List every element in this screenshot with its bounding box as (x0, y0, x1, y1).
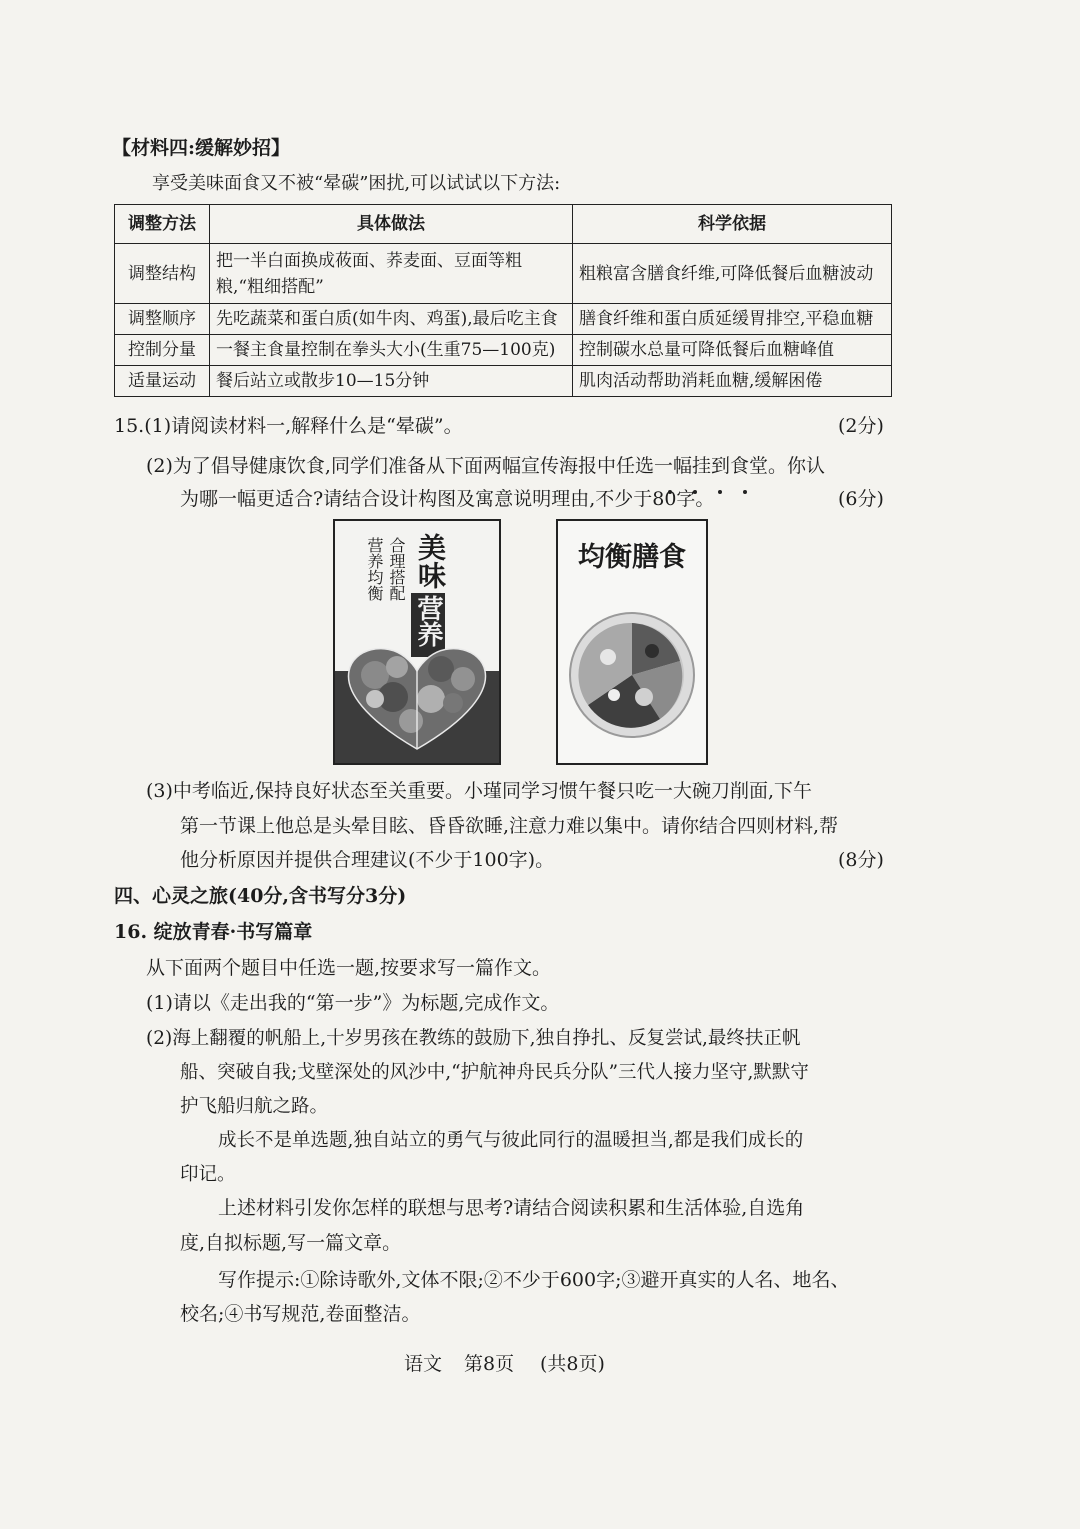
table-cell: 餐后站立或散步10—15分钟 (210, 366, 573, 397)
table-cell: 膳食纤维和蛋白质延缓胃排空,平稳血糖 (573, 304, 892, 335)
poster-left-sub-b: 营养均衡 (365, 537, 384, 601)
q16-para2-line2: 度,自拟标题,写一篇文章。 (180, 1232, 402, 1254)
q16-tips-line2: 校名;④书写规范,卷面整洁。 (180, 1303, 421, 1325)
table-cell: 粗粮富含膳食纤维,可降低餐后血糖波动 (573, 244, 892, 304)
q16-title: 16. 绽放青春·书写篇章 (114, 921, 313, 943)
table-cell: 先吃蔬菜和蛋白质(如牛肉、鸡蛋),最后吃主食 (210, 304, 573, 335)
q16-para1-line1: 成长不是单选题,独自站立的勇气与彼此同行的温暖担当,都是我们成长的 (218, 1130, 804, 1151)
q16-para1-line2: 印记。 (180, 1164, 236, 1185)
table-cell: 适量运动 (115, 366, 210, 397)
table-cell: 控制分量 (115, 335, 210, 366)
poster-left-title-b: 营养 (413, 595, 443, 647)
q15-part1: 15.(1)请阅读材料一,解释什么是“晕碳”。 (114, 415, 463, 437)
q15-part3-line1: (3)中考临近,保持良好状态至关重要。小瑾同学习惯午餐只吃一大碗刀削面,下午 (146, 780, 812, 802)
table-row (115, 304, 892, 335)
q15-part3-line2: 第一节课上他总是头晕目眩、昏昏欲睡,注意力难以集中。请你结合四则材料,帮 (180, 815, 839, 837)
q16-option1: (1)请以《走出我的“第一步”》为标题,完成作文。 (146, 992, 560, 1014)
methods-table (114, 204, 892, 397)
q16-option2-line2: 船、突破自我;戈壁深处的风沙中,“护航神舟民兵分队”三代人接力坚守,默默守 (180, 1062, 809, 1083)
q15-part3-line3: 他分析原因并提供合理建议(不少于100字)。 (180, 849, 555, 871)
poster-left (333, 519, 501, 765)
footer-total: (共8页) (540, 1353, 605, 1375)
q15-part2-line2: 为哪一幅更适合?请结合设计构图及寓意说明理由,不少于80字。 (180, 488, 715, 510)
table-header-row (115, 205, 892, 244)
q16-option2-line3: 护飞船归航之路。 (180, 1096, 329, 1117)
material4-intro: 享受美味面食又不被“晕碳”困扰,可以试试以下方法: (152, 173, 561, 194)
footer-subject: 语文 (404, 1353, 443, 1375)
material4-heading: 【材料四:缓解妙招】 (112, 137, 291, 159)
q16-option2-line1: (2)海上翻覆的帆船上,十岁男孩在教练的鼓励下,独自挣扎、反复尝试,最终扶正帆 (146, 1028, 801, 1049)
poster-left-sub-a: 合理搭配 (387, 537, 406, 601)
table-header-cell: 调整方法 (115, 205, 210, 244)
table-cell: 调整结构 (115, 244, 210, 304)
poster-right (556, 519, 708, 765)
table-cell: 控制碳水总量可降低餐后血糖峰值 (573, 335, 892, 366)
table-header-cell: 科学依据 (573, 205, 892, 244)
table-header-cell: 具体做法 (210, 205, 573, 244)
q16-instruction: 从下面两个题目中任选一题,按要求写一篇作文。 (146, 957, 552, 979)
q15-part3-score: (8分) (838, 849, 884, 871)
emphasis-dots (662, 480, 762, 486)
table-row (115, 244, 892, 304)
vegetable-heart-image (345, 641, 489, 751)
table-cell: 调整顺序 (115, 304, 210, 335)
footer-page: 第8页 (464, 1353, 515, 1375)
balanced-plate-image (568, 611, 696, 739)
table-cell: 把一半白面换成莜面、荞麦面、豆面等粗粮,“粗细搭配” (210, 244, 573, 304)
poster-left-title-a: 美味 (414, 533, 447, 589)
table-row (115, 366, 892, 397)
q16-tips-line1: 写作提示:①除诗歌外,文体不限;②不少于600字;③避开真实的人名、地名、 (218, 1269, 850, 1291)
q15-part1-score: (2分) (838, 415, 884, 437)
q15-part2-line1: (2)为了倡导健康饮食,同学们准备从下面两幅宣传海报中任选一幅挂到食堂。你认 (146, 455, 825, 477)
q15-part2-score: (6分) (838, 488, 884, 510)
section4-heading: 四、心灵之旅(40分,含书写分3分) (114, 885, 407, 907)
table-cell: 一餐主食量控制在拳头大小(生重75—100克) (210, 335, 573, 366)
table-cell: 肌肉活动帮助消耗血糖,缓解困倦 (573, 366, 892, 397)
table-row (115, 335, 892, 366)
q16-para2-line1: 上述材料引发你怎样的联想与思考?请结合阅读积累和生活体验,自选角 (218, 1197, 805, 1219)
poster-right-title: 均衡膳食 (578, 542, 686, 573)
